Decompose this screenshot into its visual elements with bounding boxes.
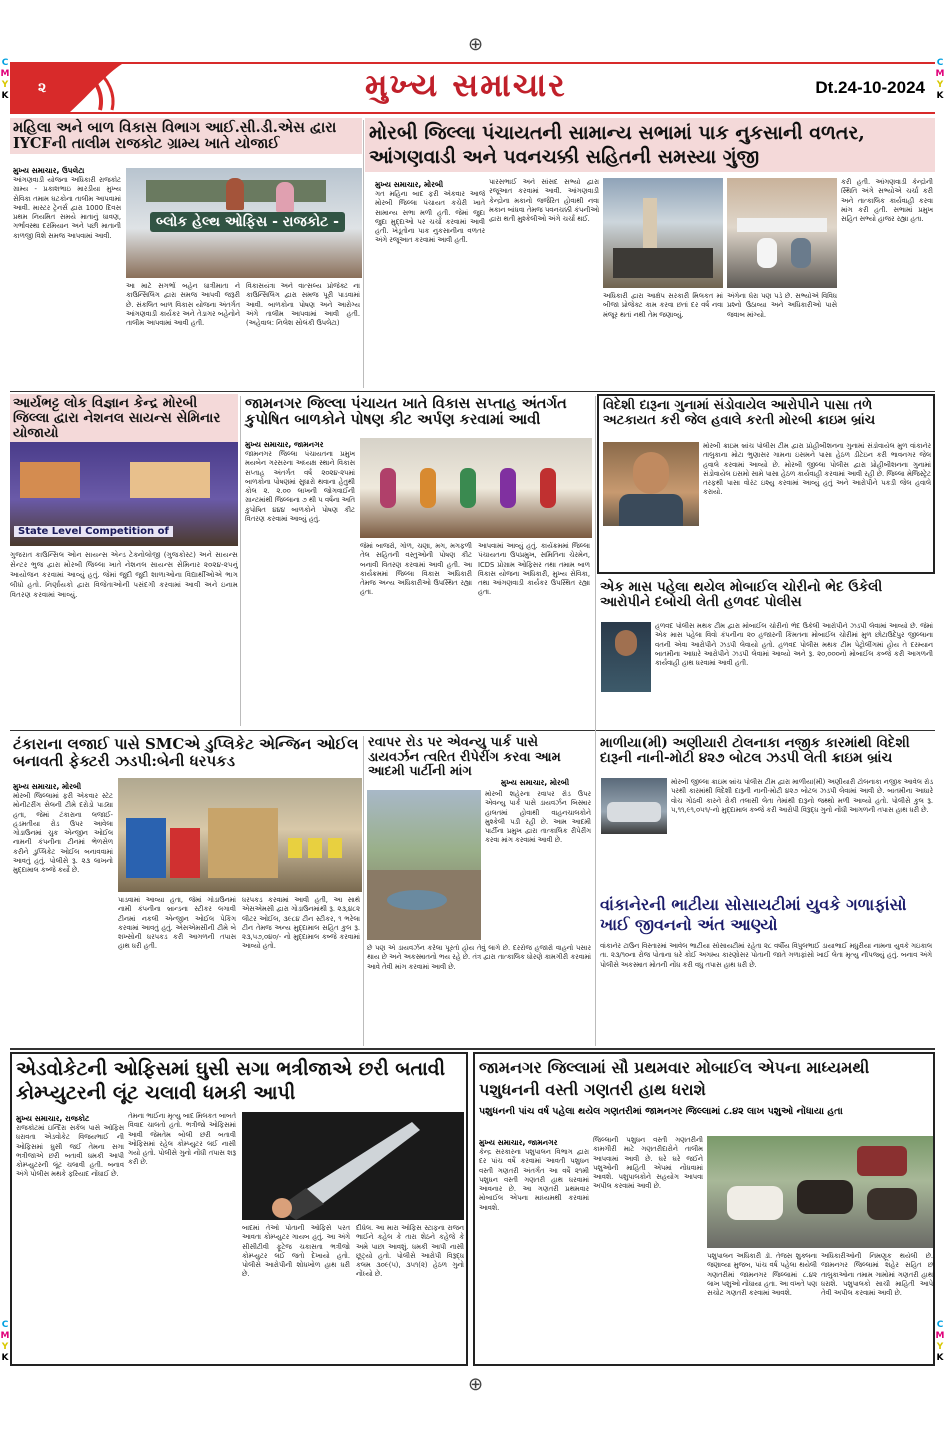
story-jamnagar-nutrition: [242, 394, 592, 728]
story-liquor-pasa: [597, 394, 935, 574]
knife-photo: [242, 1112, 464, 1220]
registration-mark-bottom: ⊕: [468, 1374, 484, 1395]
story-road-repair: [365, 734, 593, 1046]
story-body-column: અધિકારીઓની નિમણૂક થયેલી છે. જામનગર જિલ્લામાં શહેર સહિત છ તાલુકાઓના તમામ ગામોમાં ગણતરી હાથ ધરાશે. પશુપાલકો સાચી માહિતી આપે તેવી અપીલ કરવામાં આવી છે.: [821, 1252, 933, 1298]
story-body: વાંકાનેર ટાઉન વિસ્તારમાં આવેલ ભાટીયા સોસાયટીમાં રહેતા ૨૮ વર્ષીય વિપુલભાઈ ડાયાભાઈ મધુરીયા નામના યુવકે ગઇકાલ તા. ૨૩/૧૦ના રોજ પોતાના ઘરે કોઈ અગમ્ય કારણોસર પોતાની જાતે ગળાફાંસો ખાઈ લેતા મૃત્યુ નીપજ્યું હતું. બનાવ અંગે પોલીસે અકસ્માત મોતની નોંધ કરી વધુ તપાસ હાથ ધરી છે.: [600, 942, 932, 969]
accused-photo: [601, 622, 651, 692]
story-headline: વિદેશી દારૂના ગુનામાં સંડોવાયેલ આરોપીને પાસા તળે અટકાયત કરી જેલ હવાલે કરતી મોરબી ક્રાઇમ બ્રાંચ: [603, 398, 876, 428]
story-headline: ટંકારાના લજાઈ પાસે SMCએ ડુપ્લિકેટ એન્જિન ઓઈલ બનાવતી ફેક્ટરી ઝડપી:બેની ધરપકડ: [13, 735, 359, 770]
story-body-column: ગત મહિના બાદ ફરી એકવાર આજે મોરબી જિલ્લા પંચાયત કચેરી ખાતે સામાન્ય સભા મળી હતી. જેમાં જુદા જુદા મુદ્દાઓ પર ચર્ચા કરવામાં આવી હતી. ખેડૂતોના પાક નુકસાનીના વળતર અંગે રજૂઆત કરવામાં આવી હતી.: [375, 190, 485, 245]
story-headline: મહિલા અને બાળ વિકાસ વિભાગ આઈ.સી.ડી.એસ દ્વારા IYCFની તાલીમ રાજકોટ ગ્રામ્ય ખાતે યોજાઈ: [10, 118, 362, 154]
story-body-column: પારસભાઈ અને સાંસદ સભ્યો દ્વારા રજૂઆત કરવામાં આવી. આંગણવાડી કેન્દ્રોના મકાનો જર્જરિત હોવાથી નવા મકાન બાંધવા તેમજ પવનચક્કી કંપનીઓ દ્વારા થતી મુશ્કેલીઓ અંગે ચર્ચા થઈ.: [489, 178, 599, 224]
story-photo: [118, 778, 362, 892]
story-body-column: વિકાસયંત્રા અને વાત્સલ્ય પ્રોજેક્ટ ના કાઉન્સિલિંગ દ્વારા સમજ પૂરી પાડવામાં આવી. બાળકોના પોષણ અને આરોગ્ય અંગે તાલીમ આપવામાં આવી હતી. (અહેવાલ: નિલેશ સોલંકી ઉપલેટા): [246, 282, 360, 328]
story-headline: માળીયા(મી) અણીયારી ટોલનાકા નજીક કારમાંથી વિદેશી દારૂની નાની-મોટી ૪૨૭ બોટલ ઝડપી લેતી ક્રાઇમ બ્રાંચ: [600, 735, 910, 767]
section-divider: [10, 1048, 935, 1050]
column-gutter: [595, 396, 596, 1046]
story-body-column: આ માટે સગર્ભા બહેન ધાત્રીમાતા ને કાઉન્સિલિંગ દ્વારા સમજ આપવી જરૂરી છે. સંકલિત બાળ વિકાસ યોજના અંતર્ગત આંગણવાડી કાર્યકર અને તેડાગર બહેનોને તાલીમ આપવામાં આવી હતી.: [126, 282, 240, 328]
story-body: મોરબી ક્રાઇમ બ્રાંચ પોલીસ ટીમ દ્વારા પ્રોહીબીશનના ગુનામાં સંડોવાયેલ મુળ વાંકાનેર તાલુકાના મોટા ભુણાસર ગામના ઇસમને પાસા હેઠળ ડીટેઇન કરી ભાવનગર જેલ હવાલે કરવામાં આવ્યો છે. મોરબી જીલ્લા પોલીસ દ્વારા પ્રોહીબીશનના ગુનામાં સંડોવાયેલ ઇસમો સામે પાસા હેઠળ કાર્યવાહી કરવામાં આવી રહી છે. જિલ્લા મેજિસ્ટ્રેટ તરફથી પાસા વોરંટ ઇશ્યુ કરવામાં આવ્યું હતું અને આરોપીને પકડી જેલ હવાલે કરાયો.: [703, 442, 931, 497]
registration-mark-top: ⊕: [468, 34, 484, 55]
story-morbi-panchayat: [365, 118, 935, 390]
story-byline: મુખ્ય સમાચાર, મોરબી: [375, 180, 444, 189]
story-body-column: કેન્દ્ર સરકારના પશુપાલન વિભાગ દ્વારા દર પાંચ વર્ષે કરવામાં આવતી પશુધન વસ્તી ગણતરી અંતર્ગત આ વર્ષે ૨૧મી પશુધન વસ્તી ગણતરી હાથ ધરવામાં આવનાર છે. આ ગણતરી પ્રથમવાર મોબાઈલ એપના માધ્યમથી કરવામાં આવશે.: [479, 1148, 589, 1212]
story-icds: [10, 118, 362, 390]
story-body-column: અધિકારી દ્વારા આક્ષેપ સરકારી મિલકત માં બીજા પ્રોજેક્ટ કામ કરવા છતાં દર વર્ષ નવા મંજૂર થતાં નથી તેમ જણાવ્યું.: [603, 292, 723, 319]
story-deck: પશુધનની પાંચ વર્ષ પહેલા થયેલ ગણતરીમાં જામનગર જિલ્લામાં ૮.૪૨ લાખ પશુઓ નોંધાયા હતા: [479, 1106, 843, 1117]
section-title: મુખ્ય સમાચાર: [365, 66, 567, 104]
cmyk-strip-right: C M Y K: [935, 58, 945, 101]
story-photo: [727, 178, 837, 288]
section-divider: [10, 391, 935, 392]
story-byline: મુખ્ય સમાચાર, મોરબી: [13, 782, 82, 791]
column-gutter: [363, 736, 364, 1046]
story-tankara-factory: [10, 734, 362, 1046]
story-body-column: કરી હતી. આંગણવાડી કેન્દ્રોની સ્થિતિ અંગે સભ્યોએ ચર્ચા કરી અને તાત્કાલિક કાર્યવાહી કરવા માંગ કરી હતી. સભામાં પ્રમુખ સહિત સભ્યો હાજર રહ્યા હતા.: [841, 178, 933, 224]
story-advocate-robbery: [10, 1052, 468, 1366]
photo-signboard: બ્લોક હેલ્થ ઓફિસ - રાજકોટ -: [150, 212, 345, 232]
accused-photo: [603, 442, 699, 526]
cmyk-strip-right-bottom: C M Y K: [935, 1320, 945, 1363]
story-headline: આર્યભટ્ટ લોક વિજ્ઞાન કેન્દ્ર મોરબી જિલ્લા દ્વારા નેશનલ સાયન્સ સેમિનાર યોજાયો: [10, 394, 238, 443]
story-body-column: જામનગર જિલ્લા પંચાયતના પ્રમુખ મયબેન ગરસરના અધ્યક્ષ સ્થાને વિકાસ સપ્તાહ અંતર્ગત વર્ષ ૨૦૨૪-૨૫માં બાળકોના પોષણમાં સુધારો થવાના હેતુથી કોલ ૨. ૨.૦૦ લાખની જોગવાઈની ગ્રાન્ટમાંથી જિલ્લાના ૭ થી ૫ વર્ષના અતિ કુપોષિત ૪૪૪ બાળકોને પોષણ કીટ વિતરણ કરવામાં આવ્યું હતું.: [245, 450, 355, 524]
story-byline: મુખ્ય સમાચાર, જામનગર: [479, 1138, 558, 1147]
story-byline: મુખ્ય સમાચાર, ઉપલેટા: [13, 166, 85, 175]
story-byline: મુખ્ય સમાચાર, મોરબી: [500, 778, 570, 787]
story-photo: [601, 778, 667, 834]
column-gutter: [363, 120, 364, 388]
story-body-column: જિલ્લાની પશુધન વસ્તી ગણતરીની કામગીરી માટે ગણતરીદારોને તાલીમ આપવામાં આવી છે. ઘરે ઘરે જઈને પશુઓની માહિતી એપમાં નોંધવામાં આવશે. પશુપાલકોને સહયોગ આપવા અપીલ કરવામાં આવી છે.: [593, 1136, 703, 1191]
story-jamnagar-census: [473, 1052, 935, 1366]
story-photo: [10, 442, 238, 546]
dateline: Dt.24-10-2024: [815, 78, 925, 97]
story-headline: વાંકાનેરની ભાટીયા સોસાયટીમાં યુવકે ગળાફાંસો ખાઈ જીવનનો અંત આણ્યો: [600, 895, 907, 934]
story-body: મોરબી જીલ્લા ક્રાઇમ બ્રાંચ પોલીસ ટીમ દ્વારા માળીયા(મી) અણીયારી ટોલનાકા નજીક આવેલ રોડ પરથી કારમાંથી વિદેશી દારૂની નાની-મોટી ૪૨૭ બોટલ ઝડપી લેવામાં આવી છે. બાતમીના આધારે વોચ ગોઠવી કારને રોકી તલાસી લેતા તેમાંથી દારૂનો જથ્થો મળી આવ્યો હતો. પોલીસે કુલ રૂ. ૫,૧૧,૯૧,૦૫૧/-નો મુદ્દામાલ કબ્જે કરી આરોપી વિરૂદ્ધ ગુનો નોંધી આગળની તપાસ હાથ ધરી છે.: [671, 778, 933, 814]
story-wankaner-suicide: [597, 892, 935, 1046]
page-number: ૨: [38, 80, 47, 96]
story-body-column: મોરબી જિલ્લામાં ફરી એકવાર સ્ટેટ મોનીટરીંગ સેલની ટીમે દરોડો પાડ્યા હતા, જેમાં ટંકારાના લજાઈ-હડમતીયા રોડ ઉપર આવેલા ગોડાઉનમાં ચુક એન્જીન ઓઈલ નામની કંપનીના ટીનમાં ભેળસેળ કરીને ડુપ્લિકેટ ઓઈલ બનાવવામાં આવતું હતું. પોલીસે રૂ. ૨૩ લાખનો મુદ્દામાલ કબ્જે કર્યો છે.: [13, 792, 113, 875]
story-body-column: પશુપાલન અધિકારી ડૉ. તેજસ શુક્લના જણાવ્યા મુજબ, પાંચ વર્ષ પહેલા થયેલી ગણતરીમાં જામનગર જિલ્લામાં ૮.૪૨ લાખ પશુઓ નોંધાયા હતા. આ વખતે પણ સચોટ ગણતરી કરવામાં આવશે.: [707, 1252, 817, 1298]
story-headline: એક માસ પહેલા થયેલ મોબાઈલ ચોરીનો ભેદ ઉકેલી આરોપીને દબોચી લેતી હળવદ પોલીસ: [600, 579, 883, 611]
story-photo: [367, 790, 481, 940]
story-headline: જામનગર જિલ્લા પંચાયત ખાતે વિકાસ સપ્તાહ અંતર્ગત કુપોષિત બાળકોને પોષણ કીટ અર્પણ કરવામાં આવી: [245, 395, 567, 429]
story-photo: [126, 168, 362, 278]
story-body: હળવદ પોલીસ મથક ટીમ દ્વારા મોબાઈલ ચોરીનો ભેદ ઉકેલી આરોપીને ઝડપી લેવામાં આવ્યો છે. જેમાં એક માસ પહેલા વિવો કંપનીના ૨૦ હજારની કિંમતના મોબાઈલ ચોરીમાં મુળ છોટાઉદેપુર જીલ્લાના વતની એવા આરોપીને ઝડપી લેવાયો હતો. હળવદ પોલીસ મથક ટીમ પેટ્રોલીંગમાં હોય તે દરમ્યાન બાતમીના આધારે આરોપીને ઝડપી લેવામાં આવ્યો અને રૂ. ૨૦,૦૦૦નો મોબાઈલ કબ્જે કરી આગળની કાર્યવાહી હાથ ધરવામાં આવી હતી.: [655, 622, 933, 668]
story-body: ગુજરાત કાઉન્સિલ ઓન સાયન્સ એન્ડ ટેક્નોલોજી (ગુજકોસ્ટ) અને સાયન્સ સેન્ટર ભુજ દ્વારા મોરબી જિલ્લા ખાતે નેશનલ સાયન્સ સેમિનાર ૨૦૨૪-૨૫નું આયોજન કરવામાં આવ્યું હતું. જેમાં જુદી જુદી શાળાઓના વિદ્યાર્થીઓએ ભાગ લીધો હતો. નિર્ણાયકો દ્વારા વિજેતાઓની પસંદગી કરવામાં આવી અને ઇનામ વિતરણ કરવામાં આવ્યું.: [10, 550, 238, 599]
story-body-column: તેમના ભાઈના મૃત્યુ બાદ મિલકત બાબતે વિવાદ ચાલતો હતો. ભત્રીજો ઓફિસમાં આવી જેમતેમ બોલી છરી બતાવી ઓફિસમાં રહેલ કોમ્પ્યુટર લઈ નાસી ગયો હતો. પોલીસે ગુનો નોંધી તપાસ શરૂ કરી છે.: [128, 1112, 236, 1167]
story-body-column: જેમાં બાજરો, ગોળ, ચણા, મગ, મગફળી તેલ સહિતની વસ્તુઓની પોષણ કીટ બનાવી વિતરણ કરવામાં આવી હતી. આ કાર્યક્રમમાં જિલ્લા વિકાસ અધિકારી તેમજ અન્ય અધિકારીઓ ઉપસ્થિત રહ્યા હતા.: [360, 542, 472, 597]
story-body-column: બાદમાં તેઓ પોતાની ઓફિસે પરત આવતા કોમ્પ્યુટર ગાયબ હતું. આ અંગે સીસીટીવી ફૂટેજ ચકાસતા ભત્રીજો કોમ્પ્યુટર લઈ જતો દેખાયો હતો. પોલીસે આરોપીની શોધખોળ હાથ ધરી છે.: [242, 1224, 350, 1279]
photo-banner-text: State Level Competition of: [14, 526, 173, 537]
story-body-column: આપવામાં આવ્યું હતું. કાર્યક્રમમાં જિલ્લા પંચાયતના ઉપપ્રમુખ, સમિતિના ચેરમેન, ICDS પ્રોગ્રામ ઓફિસર તથા તમામ બાળ વિકાસ યોજના અધિકારી, મુખ્ય સેવિકા, તથા આંગણવાડી કાર્યકર ઉપસ્થિત રહ્યા હતા.: [478, 542, 590, 597]
story-science-centre: [10, 394, 238, 728]
story-body-column: આંગણવાડી યોજના અધિકારી રાજકોટ ગ્રામ્ય - પ્રકાશભાઇ મારડીયા મુખ્ય સેવિકા તમામ ઘટકોના તાલીમ આપવામાં આવી. માસ્ટર ટ્રેનર્સ દ્વારા 1000 દિવસ પ્રથમ નિયમિત સમયે માતાનું ધાવણ, ગર્ભાવસ્થા દરમિયાન અને પછી માતાની કાળજી વિશે સમજ આપવામાં આવી.: [13, 176, 121, 240]
story-body-column: દીધેલ. આ મારા ઓફિસ સ્ટાફના રાજન ભાઈને કહેલ કે તારા શેઠને કહેજે કે અમે પાછા આવશું. ધમકી આપી નાસી છૂટ્યો હતો. પોલીસે આરોપી વિરૂદ્ધ કલમ ૩૦૯(૫), ૩૫૧(૨) હેઠળ ગુનો નોંધ્યો છે.: [356, 1224, 464, 1279]
knife-icon: [242, 1112, 464, 1220]
cattle-photo: [707, 1136, 933, 1248]
cmyk-strip-left-bottom: C M Y K: [0, 1320, 10, 1363]
story-body-column: છે પણ એ ડાયવર્ઝન કરેલા પૂરતો હોય તેવું લાગે છે. દરરોજ હજારો વાહનો પસાર થાય છે અને અકસ્માતનો ભય રહે છે. તંત્ર દ્વારા તાત્કાલિક ધોરણે કામગીરી કરવામાં આવે તેવી માંગ કરવામાં આવી છે.: [367, 944, 591, 971]
story-body-column: રાજકોટમાં ઇન્દિરા સર્કલ પાસે ઓફિસ ધરાવતા એડવોકેટ વિજયભાઈ ની ઓફિસમાં ઘુસી જઈ તેમના સગા ભત્રીજાએ છરી બતાવી ધમકી આપી કોમ્પ્યુટરની લૂંટ ચલાવી હતી. બનાવ અંગે પોલીસ મથકે ફરિયાદ નોંધાઈ છે.: [16, 1124, 124, 1179]
section-logo-swoosh: [10, 64, 122, 112]
story-mobile-theft: [597, 578, 935, 728]
story-headline: મોરબી જિલ્લા પંચાયતની સામાન્ય સભામાં પાક નુકસાની વળતર, આંગણવાડી અને પવનચક્કી સહિતની સમસ્યા ગુંજી: [365, 118, 935, 172]
story-photo: [360, 438, 592, 538]
story-maliya-liquor: [597, 734, 935, 890]
story-headline: એડવોકેટની ઓફિસમાં ઘુસી સગા ભત્રીજાએ છરી બતાવી કોમ્પ્યુટરની લૂંટ ચલાવી ધમકી આપી: [16, 1058, 446, 1104]
story-body-column: ધરપકડ કરવામાં આવી હતી, આ સાથે એસએમસી દ્વારા ગોડાઉનમાંથી રૂ. ૨૩,૪૮૨ લીટર ઓઈલ, ૩૯૮૪ ટીન સ્ટીકર, ૧ ભરેલા ટીન તેમજ અન્ય મુદ્દામાલ સહિત કુલ રૂ. ૨૩,૫૭,૦૪૦/- નો મુદ્દામાલ કબ્જે કરવામાં આવ્યો હતો.: [242, 896, 360, 951]
story-body-column: પાડવામાં આવ્યા હતા, જેમાં ગોડાઉનમાં નામી કંપનીના બ્રાન્ડના સ્ટીકર લગાવી ટીનમાં નકલી એન્જીન ઓઈલ પેકિંગ કરવામાં આવતું હતું. એસએમસીની ટીમે બે શખ્સોની ધરપકડ કરી આગળની તપાસ હાથ ધરી હતી.: [118, 896, 236, 951]
story-body-column: મોરબી શહેરના રવાપર રોડ ઉપર એવન્યુ પાર્ક પાસે ડાયવર્ઝન બિસ્માર હાલતમાં હોવાથી વાહનચાલકોને મુશ્કેલી પડી રહી છે. આમ આદમી પાર્ટીના પ્રમુખ દ્વારા તાત્કાલિક રીપેરીંગ કરવા માંગ કરવામાં આવી છે.: [485, 790, 591, 845]
cmyk-strip-left: C M Y K: [0, 58, 10, 101]
story-headline: રવાપર રોડ પર એવન્યુ પાર્ક પાસે ડાયવર્ઝન ત્વરિત રીપેરીંગ કરવા આમ આદમી પાર્ટીની માંગ: [368, 735, 561, 780]
story-byline: મુખ્ય સમાચાર, જામનગર: [245, 440, 324, 449]
story-headline: જામનગર જિલ્લામાં સૌ પ્રથમવાર મોબાઈલ એપના માધ્યમથી પશુધનની વસ્તી ગણતરી હાથ ધરાશે: [479, 1058, 870, 1099]
story-byline: મુખ્ય સમાચાર, રાજકોટ: [16, 1114, 90, 1123]
story-photo: [603, 178, 723, 288]
column-gutter: [240, 396, 241, 726]
section-divider: [10, 730, 935, 731]
story-body-column: અંગેના ઘેરા પણ પડે છે. સભ્યોએ વિવિધ પ્રશ્નો ઉઠાવ્યા અને અધિકારીઓ પાસે જવાબ માંગ્યો.: [727, 292, 837, 319]
